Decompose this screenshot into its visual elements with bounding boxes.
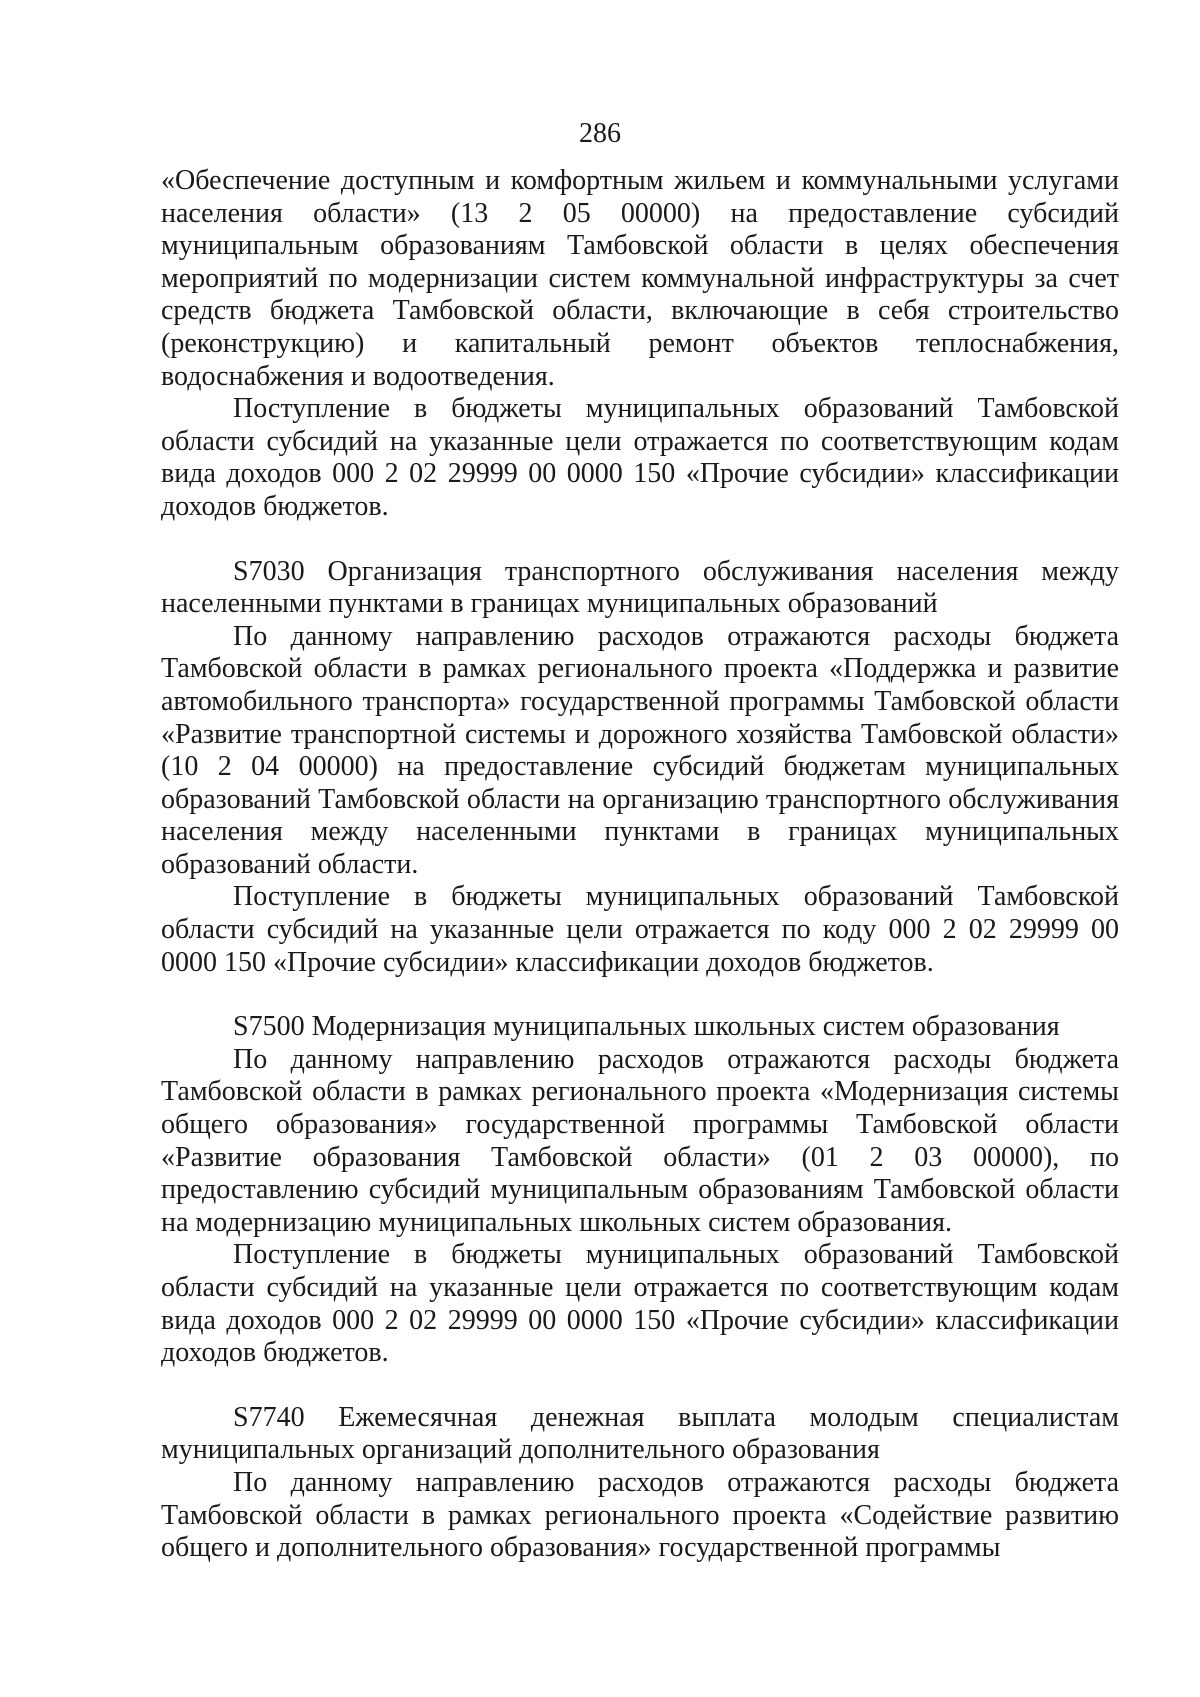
section-heading-s7030: S7030 Организация транспортного обслуживания населения между населенными пунктами в границах муниципальных образований [161,555,1119,620]
paragraph-s7500-description: По данному направлению расходов отражаются расходы бюджета Тамбовской области в рамках регионального проекта «Модернизация системы общего образования» государственной программы Тамбовской области «Развитие образования Тамбовской области» (01 2 03 00000), по предоставлению субсидий муниципальным образованиям Тамбовской области на модернизацию муниципальных школьных систем образования. [161,1043,1119,1238]
paragraph-s7030-description: По данному направлению расходов отражаются расходы бюджета Тамбовской области в рамках регионального проекта «Поддержка и развитие автомобильного транспорта» государственной программы Тамбовской области «Развитие транспортной системы и дорожного хозяйства Тамбовской области» (10 2 04 00000) на предоставление субсидий бюджетам муниципальных образований Тамбовской области на организацию транспортного обслуживания населения между населенными пунктами в границах муниципальных образований области. [161,620,1119,880]
paragraph-revenue-note: Поступление в бюджеты муниципальных образований Тамбовской области субсидий на указанные цели отражается по соответствующим кодам вида доходов 000 2 02 29999 00 0000 150 «Прочие субсидии» классификации доходов бюджетов. [161,393,1119,522]
paragraph-s7030-revenue: Поступление в бюджеты муниципальных образований Тамбовской области субсидий на указанные цели отражается по коду 000 2 02 29999 00 0000 150 «Прочие субсидии» классификации доходов бюджетов. [161,881,1119,978]
paragraph-s7500-revenue: Поступление в бюджеты муниципальных образований Тамбовской области субсидий на указанные цели отражается по соответствующим кодам вида доходов 000 2 02 29999 00 0000 150 «Прочие субсидии» классификации доходов бюджетов. [161,1239,1119,1369]
section-heading-s7740: S7740 Ежемесячная денежная выплата молодым специалистам муниципальных организаций дополнительного образования [161,1401,1119,1466]
section-gap [161,524,1119,556]
section-gap [161,1370,1119,1402]
document-body [161,165,1119,1565]
section-gap [161,979,1119,1011]
paragraph-continuation: «Обеспечение доступным и комфортным жильем и коммунальными услугами населения области» (13 2 05 00000) на предоставление субсидий муниципальным образованиям Тамбовской области в целях обеспечения мероприятий по модернизации систем коммунальной инфраструктуры за счет средств бюджета Тамбовской области, включающие в себя строительство (реконструкцию) и капитальный ремонт объектов теплоснабжения, водоснабжения и водоотведения. [161,165,1119,392]
page-number: 286 [579,118,621,149]
paragraph-s7740-description: По данному направлению расходов отражаются расходы бюджета Тамбовской области в рамках регионального проекта «Содействие развитию общего и дополнительного образования» государственной программы [161,1466,1119,1564]
section-heading-s7500: S7500 Модернизация муниципальных школьных систем образования [233,1011,1060,1043]
